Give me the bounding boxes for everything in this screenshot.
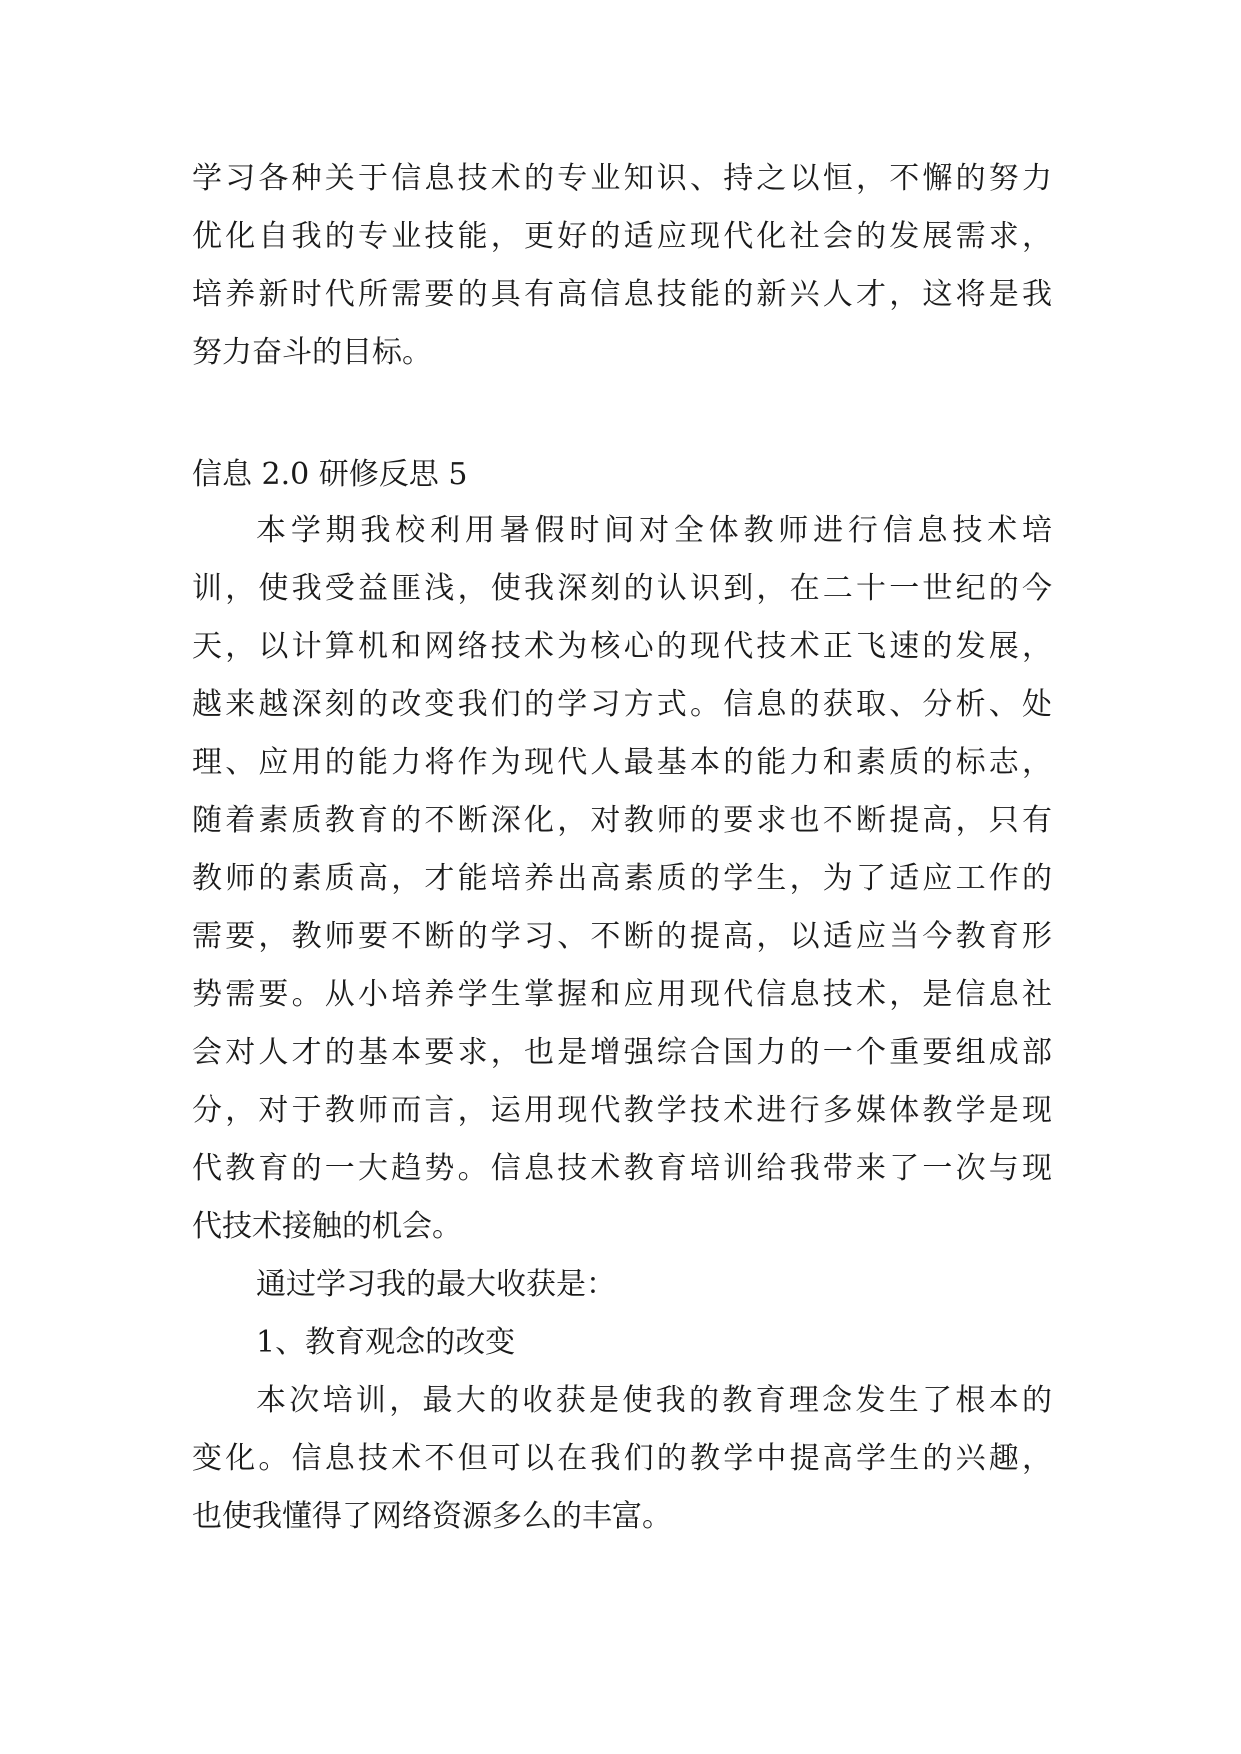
text-line: 势需要。从小培养学生掌握和应用现代信息技术，是信息社 [192, 977, 1052, 1012]
text-line: 训，使我受益匪浅，使我深刻的认识到，在二十一世纪的今 [192, 571, 1052, 606]
text-line: 教师的素质高，才能培养出高素质的学生，为了适应工作的 [192, 861, 1052, 896]
text-line: 通过学习我的最大收获是： [256, 1267, 616, 1302]
text-line: 需要，教师要不断的学习、不断的提高，以适应当今教育形 [192, 919, 1052, 954]
text-line: 1、教育观念的改变 [256, 1325, 516, 1360]
text-line: 天，以计算机和网络技术为核心的现代技术正飞速的发展， [192, 629, 1052, 664]
intro-paragraph [192, 150, 1052, 382]
paragraph-3 [192, 1314, 1052, 1372]
paragraph-2 [192, 1256, 1052, 1314]
text-line: 随着素质教育的不断深化，对教师的要求也不断提高，只有 [192, 803, 1052, 838]
text-line: 本次培训，最大的收获是使我的教育理念发生了根本的 [256, 1383, 1052, 1418]
text-line: 会对人才的基本要求，也是增强综合国力的一个重要组成部 [192, 1035, 1052, 1070]
text-line: 培养新时代所需要的具有高信息技能的新兴人才，这将是我 [192, 277, 1052, 312]
text-line: 优化自我的专业技能，更好的适应现代化社会的发展需求， [192, 219, 1052, 254]
text-line: 理、应用的能力将作为现代人最基本的能力和素质的标志， [192, 745, 1052, 780]
text-line: 努力奋斗的目标。 [192, 335, 432, 370]
paragraph-1 [192, 502, 1052, 1256]
text-line: 学习各种关于信息技术的专业知识、持之以恒，不懈的努力 [192, 161, 1052, 196]
section-title: 信息 2.0 研修反思 5 [192, 457, 468, 492]
paragraph-4 [192, 1372, 1052, 1546]
text-line: 代技术接触的机会。 [192, 1209, 462, 1244]
text-line: 本学期我校利用暑假时间对全体教师进行信息技术培 [256, 513, 1052, 548]
text-line: 也使我懂得了网络资源多么的丰富。 [192, 1499, 672, 1534]
text-line: 越来越深刻的改变我们的学习方式。信息的获取、分析、处 [192, 687, 1052, 722]
text-line: 变化。信息技术不但可以在我们的教学中提高学生的兴趣， [192, 1441, 1052, 1476]
text-line: 代教育的一大趋势。信息技术教育培训给我带来了一次与现 [192, 1151, 1052, 1186]
text-line: 分，对于教师而言，运用现代教学技术进行多媒体教学是现 [192, 1093, 1052, 1128]
